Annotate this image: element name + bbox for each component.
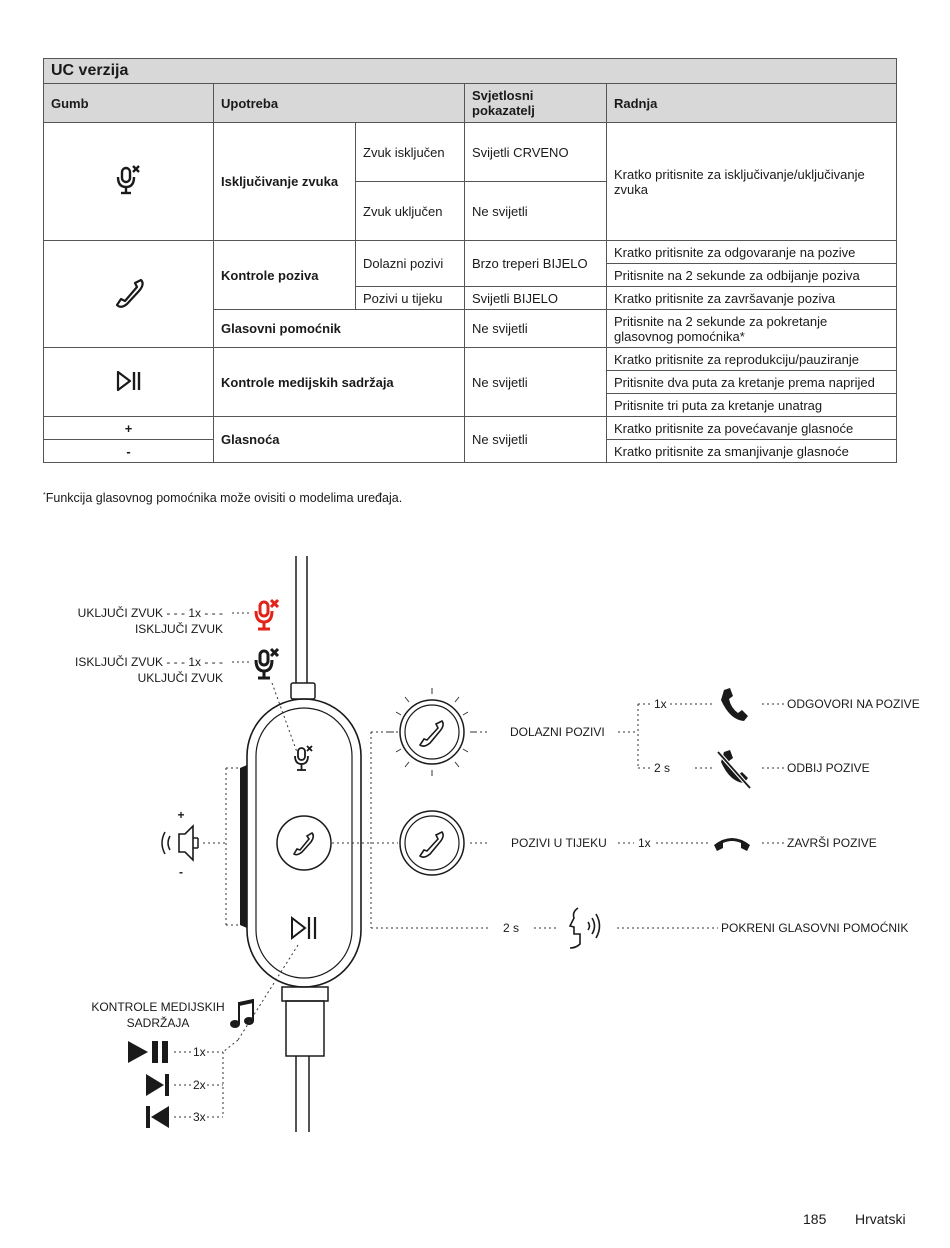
calls-usage: Kontrole poziva	[214, 241, 356, 310]
call-button-cell	[44, 241, 214, 348]
controller-play-pause-icon	[292, 917, 315, 939]
page-language: Hrvatski	[855, 1211, 906, 1227]
media-label-2: SADRŽAJA	[126, 1016, 190, 1030]
mute-action: Kratko pritisnite za isključivanje/uključivanje zvuka	[607, 123, 897, 241]
calls-light2: Svijetli BIJELO	[465, 287, 607, 310]
vol-plus-label: +	[177, 808, 185, 822]
end-count: 1x	[638, 836, 651, 850]
play-count: 1x	[193, 1045, 206, 1059]
answer-call-icon	[721, 688, 748, 721]
incoming-call-icon	[388, 688, 476, 776]
calls-action1: Kratko pritisnite za odgovaranje na pozive	[607, 241, 897, 264]
header-svjetlosni: Svjetlosni pokazatelj	[465, 84, 607, 123]
page-number: 185	[803, 1211, 827, 1227]
media-button-cell	[44, 348, 214, 417]
media-action3: Pritisnite tri puta za kretanje unatrag	[607, 394, 897, 417]
table-title: UC verzija	[44, 59, 897, 84]
ongoing-label: POZIVI U TIJEKU	[511, 836, 607, 850]
volume-action1: Kratko pritisnite za povećavanje glasnoće	[607, 417, 897, 440]
header-gumb: Gumb	[44, 84, 214, 123]
calls-action2: Pritisnite na 2 sekunde za odbijanje poziva	[607, 264, 897, 287]
header-radnja: Radnja	[607, 84, 897, 123]
mute-black-label-1: ISKLJUČI ZVUK - - - 1x - - -	[74, 655, 223, 669]
volume-plus: +	[44, 417, 214, 440]
calls-sub2: Pozivi u tijeku	[356, 287, 465, 310]
media-usage: Kontrole medijskih sadržaja	[214, 348, 465, 417]
mute-red-label-2: ISKLJUČI ZVUK	[134, 622, 223, 636]
reject-time: 2 s	[654, 761, 671, 775]
controller-mute-icon	[295, 746, 312, 770]
footnote-text: Funkcija glasovnog pomoćnika može ovisiti o modelima uređaja.	[45, 491, 403, 505]
header-upotreba: Upotreba	[214, 84, 465, 123]
speaker-icon	[162, 826, 198, 860]
volume-action2: Kratko pritisnite za smanjivanje glasnoće	[607, 440, 897, 463]
media-action2: Pritisnite dva puta za kretanje prema naprijed	[607, 371, 897, 394]
uc-table	[43, 58, 897, 463]
volume-light: Ne svijetli	[465, 417, 607, 463]
volume-usage: Glasnoća	[214, 417, 465, 463]
next-count: 2x	[193, 1078, 206, 1092]
play-pause-filled-icon	[128, 1041, 168, 1063]
answer-label: ODGOVORI NA POZIVE	[787, 697, 920, 711]
next-track-icon	[146, 1074, 169, 1096]
end-call-icon	[714, 838, 750, 851]
controller-call-button	[277, 816, 331, 870]
assistant-action: Pritisnite na 2 sekunde za pokretanje glasovnog pomoćnika*	[607, 310, 897, 348]
footnote	[43, 491, 402, 505]
footnote-mark: *	[43, 491, 46, 499]
mic-mute-red-icon	[256, 600, 278, 629]
voice-assistant-icon	[570, 908, 600, 948]
ongoing-call-icon	[400, 811, 464, 875]
cable-top	[291, 556, 315, 699]
controller-diagram	[0, 540, 950, 1150]
mute-button-cell	[44, 123, 214, 241]
assistant-time: 2 s	[503, 921, 520, 935]
volume-minus: -	[44, 440, 214, 463]
mute-usage: Isključivanje zvuka	[214, 123, 356, 241]
phone-icon	[111, 275, 147, 311]
media-label-1: KONTROLE MEDIJSKIH	[91, 1000, 225, 1014]
mute-red-label-1: UKLJUČI ZVUK - - - 1x - - -	[77, 606, 223, 620]
mute-light1: Svijetli CRVENO	[465, 123, 607, 182]
mute-sub1: Zvuk isključen	[356, 123, 465, 182]
music-note-icon	[230, 999, 254, 1028]
media-action1: Kratko pritisnite za reprodukciju/pauziranje	[607, 348, 897, 371]
mute-black-label-2: UKLJUČI ZVUK	[137, 671, 223, 685]
media-light: Ne svijetli	[465, 348, 607, 417]
reject-label: ODBIJ POZIVE	[787, 761, 870, 775]
assistant-label: POKRENI GLASOVNI POMOĆNIK	[721, 921, 909, 935]
end-label: ZAVRŠI POZIVE	[787, 836, 877, 850]
mute-sub2: Zvuk uključen	[356, 182, 465, 241]
calls-action3: Kratko pritisnite za završavanje poziva	[607, 287, 897, 310]
vol-minus-label: -	[179, 865, 183, 879]
assistant-light: Ne svijetli	[465, 310, 607, 348]
mute-light2: Ne svijetli	[465, 182, 607, 241]
play-pause-icon	[115, 370, 143, 392]
reject-call-icon	[718, 750, 750, 788]
mic-mute-black-icon	[256, 649, 278, 678]
answer-count: 1x	[654, 697, 667, 711]
mic-mute-icon	[114, 163, 144, 197]
calls-light1: Brzo treperi BIJELO	[465, 241, 607, 287]
prev-count: 3x	[193, 1110, 206, 1124]
incoming-label: DOLAZNI POZIVI	[510, 725, 605, 739]
assistant-usage: Glasovni pomoćnik	[214, 310, 465, 348]
calls-sub1: Dolazni pozivi	[356, 241, 465, 287]
previous-track-icon	[146, 1106, 169, 1128]
